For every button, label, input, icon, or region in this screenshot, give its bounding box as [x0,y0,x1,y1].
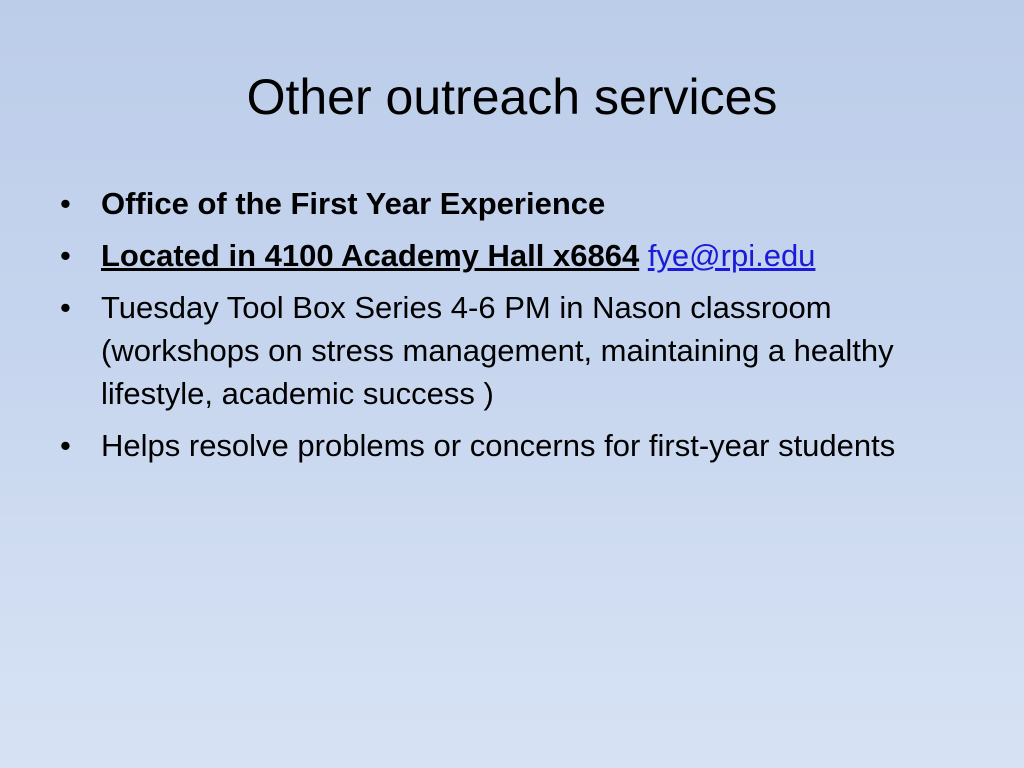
email-link[interactable]: fye@rpi.edu [647,238,816,273]
bullet-text-office: Office of the First Year Experience [101,186,606,221]
bullet-item-location [60,234,960,277]
bullet-item-toolbox [60,286,960,415]
slide-title: Other outreach services [246,69,778,125]
bullet-item-helps [60,424,960,467]
bullet-icon: • [60,290,71,325]
bullet-item-office [60,182,960,225]
bullet-icon: • [60,428,71,463]
bullet-icon: • [60,238,71,273]
bullet-text-helps: Helps resolve problems or concerns for first-year students [101,428,896,463]
bullet-text-toolbox: Tuesday Tool Box Series 4-6 PM in Nason classroom (workshops on stress management, maintaining a healthy lifestyle, academic success ) [101,290,894,411]
bullet-icon: • [60,186,71,221]
bullet-text-location: Located in 4100 Academy Hall x6864 [101,238,640,273]
bullet-list [60,182,960,476]
